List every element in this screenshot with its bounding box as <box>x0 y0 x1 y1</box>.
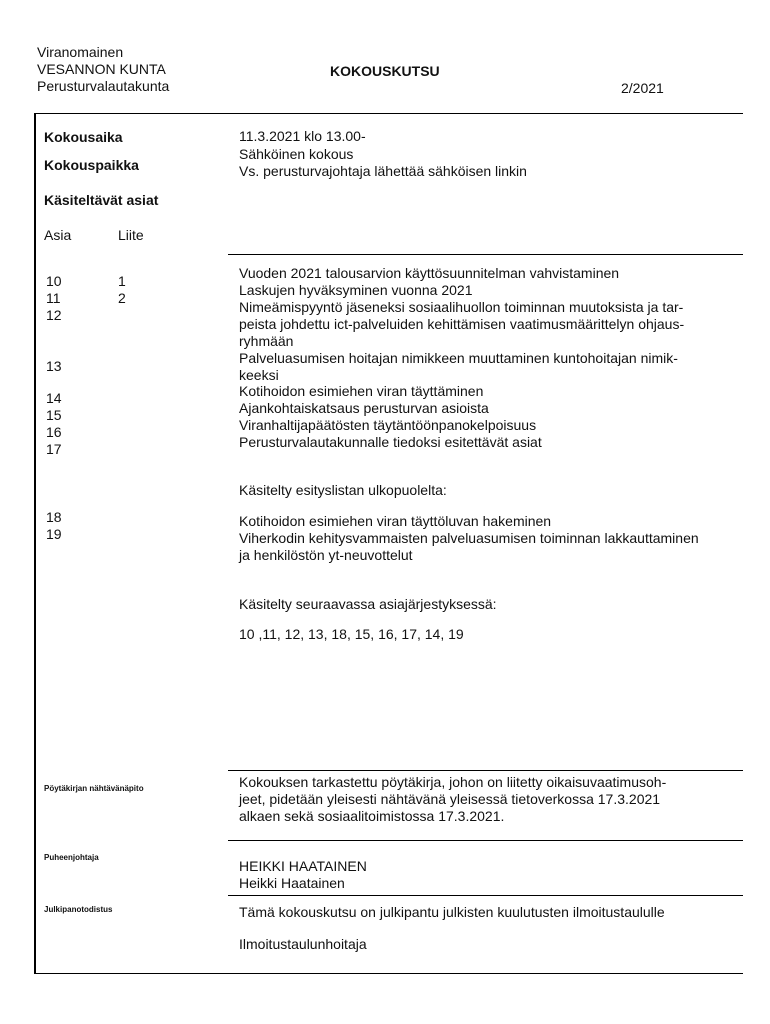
meeting-time-label: Kokousaika <box>44 129 123 145</box>
attachment-number: 1 <box>118 273 126 289</box>
agenda-col-asia: Asia <box>44 227 72 243</box>
agenda-item: Ajankohtaiskatsaus perusturvan asioista <box>239 400 489 416</box>
chair-name: Heikki Haatainen <box>239 875 345 891</box>
agenda-number: 19 <box>46 526 62 542</box>
meeting-place-label: Kokouspaikka <box>44 157 139 173</box>
outside-agenda-label: Käsitelty esityslistan ulkopuolelta: <box>239 482 447 498</box>
meeting-place-line2: Vs. perusturvajohtaja lähettää sähköisen linkin <box>239 163 527 179</box>
bottom-border <box>34 973 743 974</box>
minutes-text: Kokouksen tarkastettu pöytäkirja, johon on liitetty oikaisuvaatimusoh- <box>239 774 667 790</box>
agenda-number: 17 <box>46 441 62 457</box>
agenda-number: 15 <box>46 407 62 423</box>
top-border <box>34 113 743 114</box>
chair-label: Puheenjohtaja <box>44 853 99 862</box>
agenda-item: Palveluasumisen hoitajan nimikkeen muuttaminen kuntohoitajan nimik- <box>239 350 678 366</box>
org-board: Perusturvalautakunta <box>37 78 170 94</box>
minutes-text: jeet, pidetään yleisesti nähtävänä yleisessä tietoverkossa 17.3.2021 <box>239 791 661 807</box>
agenda-number: 11 <box>46 290 61 306</box>
org-label: Viranomainen <box>37 44 124 60</box>
chair-divider <box>228 840 743 841</box>
notice-divider <box>228 895 743 896</box>
agenda-item: ryhmään <box>239 333 294 349</box>
agenda-item: Perusturvalautakunnalle tiedoksi esitettävät asiat <box>239 434 542 450</box>
agenda-item: Kotihoidon esimiehen viran täyttäminen <box>239 383 484 399</box>
agenda-number: 14 <box>46 390 62 406</box>
agenda-item: Laskujen hyväksyminen vuonna 2021 <box>239 282 473 298</box>
agenda-number: 16 <box>46 424 62 440</box>
notice-text: Tämä kokouskutsu on julkipantu julkisten kuulutusten ilmoitustaululle <box>239 904 665 920</box>
agenda-item: ja henkilöstön yt-neuvottelut <box>239 547 413 563</box>
agenda-item: Viherkodin kehitysvammaisten palveluasumisen toiminnan lakkauttaminen <box>239 530 699 546</box>
minutes-label: Pöytäkirjan nähtävänäpito <box>44 784 144 793</box>
attachment-number: 2 <box>118 290 126 306</box>
agenda-section-label: Käsiteltävät asiat <box>44 192 159 208</box>
order-label: Käsitelty seuraavassa asiajärjestyksessä: <box>239 596 497 612</box>
agenda-divider <box>228 254 743 255</box>
minutes-divider <box>228 770 743 771</box>
order-value: 10 ,11, 12, 13, 18, 15, 16, 17, 14, 19 <box>239 626 464 642</box>
agenda-number: 13 <box>46 358 62 374</box>
agenda-item: peista johdettu ict-palveluiden kehittämisen vaatimusmäärittelyn ohjaus- <box>239 316 685 332</box>
notice-signer: Ilmoitustaulunhoitaja <box>239 936 367 952</box>
meeting-time-value: 11.3.2021 klo 13.00- <box>239 128 366 144</box>
agenda-number: 18 <box>46 509 62 525</box>
agenda-item: Viranhaltijapäätösten täytäntöönpanokelpoisuus <box>239 417 537 433</box>
chair-name-upper: HEIKKI HAATAINEN <box>239 858 367 874</box>
agenda-item: Nimeämispyyntö jäseneksi sosiaalihuollon toiminnan muutoksista ja tar- <box>239 299 684 315</box>
agenda-number: 10 <box>46 273 62 289</box>
notice-label: Julkipanotodistus <box>44 905 113 914</box>
agenda-col-liite: Liite <box>118 227 144 243</box>
meeting-place-line1: Sähköinen kokous <box>239 146 354 162</box>
agenda-item: Vuoden 2021 talousarvion käyttösuunnitelman vahvistaminen <box>239 265 620 281</box>
minutes-text: alkaen sekä sosiaalitoimistossa 17.3.2021. <box>239 808 505 824</box>
left-border <box>34 113 36 974</box>
agenda-item: Kotihoidon esimiehen viran täyttöluvan hakeminen <box>239 513 552 529</box>
org-name: VESANNON KUNTA <box>37 61 166 77</box>
agenda-number: 12 <box>46 307 62 323</box>
agenda-item: keeksi <box>239 367 279 383</box>
document-number: 2/2021 <box>621 80 664 96</box>
document-title: KOKOUSKUTSU <box>330 63 440 79</box>
